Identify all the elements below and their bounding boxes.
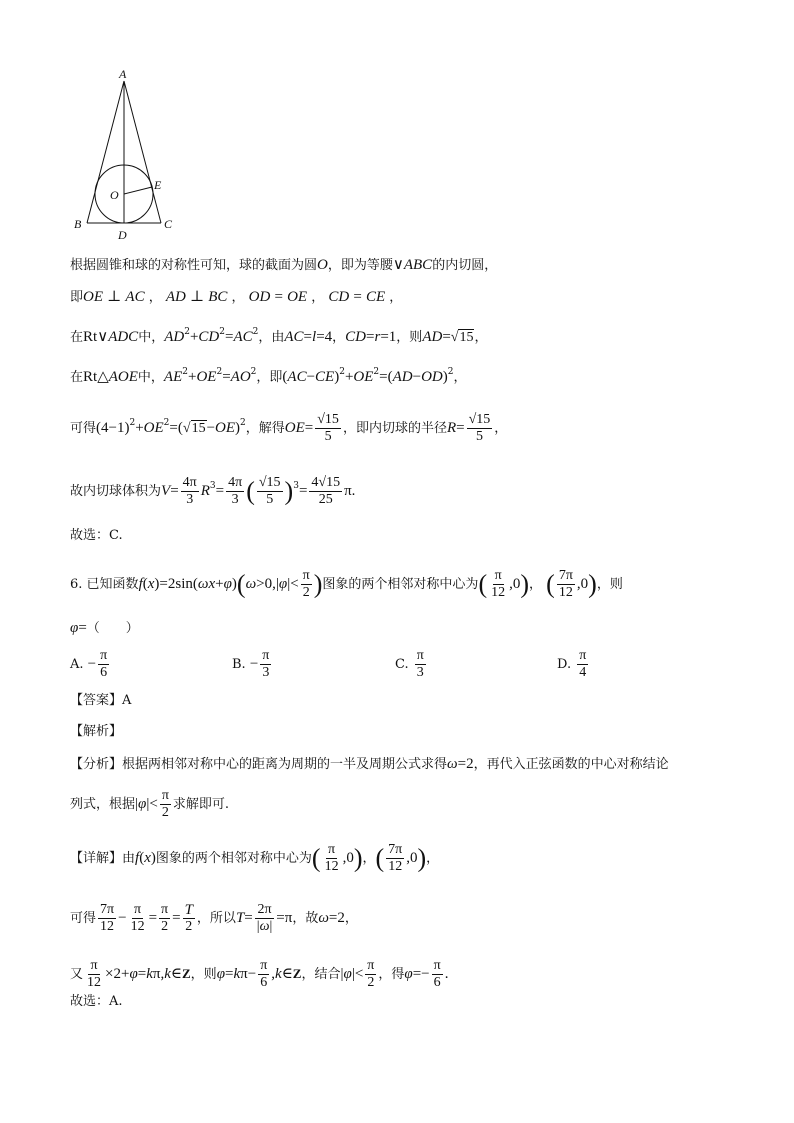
detail-line-1: 【详解】由f(x)图象的两个相邻对称中心为( $\frac{\pi}{12}$ ,0)，( $\frac{7\pi}{12}$ ,0)， <box>70 842 440 874</box>
solution-line-4: 在Rt△AOE中，$AE^2+OE^2=AO^2$，即$(AC-CE)^2+OE^2=(AD-OD)^2$， <box>70 367 467 385</box>
option-a: A. − $\frac{\pi}{6}$ <box>70 648 108 680</box>
solution-line-6: 故内切球体积为V= $\frac{4\pi}{3}$ $R^3=$ $\frac{4\pi}{3}$ ( $\frac{√15}{5}$ )$^3$= $\frac{4√15}{25}$ π. <box>70 475 356 507</box>
detail-line-2: 可得 $\frac{7\pi}{12}$ − $\frac{\pi}{12}$ = $\frac{\pi}{2}$ = $\frac{T}{2}$ ，所以T= $\frac{2\pi}{|\omega|}$ =π，故ω=2， <box>70 902 358 934</box>
option-c: C. $\frac{\pi}{3}$ <box>395 648 424 680</box>
solution-conclusion-5: 故选：C. <box>70 528 123 543</box>
fenxi-line-2: 列式，根据|φ|< $\frac{\pi}{2}$ 求解即可. <box>70 788 230 820</box>
label-a: A <box>119 67 127 81</box>
answer-line: 【答案】A <box>70 693 132 708</box>
label-c: C <box>164 217 173 231</box>
label-o: O <box>110 188 119 202</box>
detail-conclusion: 故选：A. <box>70 994 123 1009</box>
label-e: E <box>154 178 162 192</box>
option-b: B. − $\frac{\pi}{3}$ <box>232 648 270 680</box>
side-ac <box>124 81 161 223</box>
solution-line-3: 在Rt∨ADC中，$AD^2+CD^2=AC^2$，由AC=l=4，CD=r=1，则AD=√15， <box>70 327 488 345</box>
option-d: D. $\frac{\pi}{4}$ <box>557 648 587 680</box>
solution-line-5: 可得$(4-1)^2+OE^2=(√15-OE)^2$，解得OE= $\frac{√15}{5}$ ，即内切球的半径R= $\frac{√15}{5}$ ， <box>70 412 508 444</box>
solution-line-1: 根据圆锥和球的对称性可知，球的截面为圆O，即为等腰∨ABC的内切圆， <box>70 257 498 273</box>
radius-oe <box>124 187 152 194</box>
cone-cross-section-figure <box>70 65 190 245</box>
fenxi-line-1: 【分析】根据两相邻对称中心的距离为周期的一半及周期公式求得ω=2，再代入正弦函数的中心对称结论 <box>70 756 669 772</box>
detail-line-3: 又 $\frac{\pi}{12}$ ×2+φ=kπ,k∈Z，则φ=kπ− $\frac{\pi}{6}$ ,k∈Z，结合|φ|< $\frac{\pi}{2}$ ，得φ=− $\frac{\pi}{6}$ . <box>70 958 449 990</box>
question-6-stem: 6. 已知函数f(x)=2sin(ωx+φ)(ω>0,|φ|< $\frac{\pi}{2}$ )图象的两个相邻对称中心为( $\frac{\pi}{12}$ ,0)， ( $\frac{7\pi}{12}$ ,0)，则 <box>70 568 623 600</box>
label-d: D <box>118 228 127 242</box>
analysis-heading: 【解析】 <box>70 724 123 739</box>
solution-line-2: 即OE ⊥ AC ， AD ⊥ BC ， OD = OE ， CD = CE ， <box>70 289 403 305</box>
label-b: B <box>74 217 82 231</box>
question-6-blank: φ=（ ） <box>70 620 139 636</box>
